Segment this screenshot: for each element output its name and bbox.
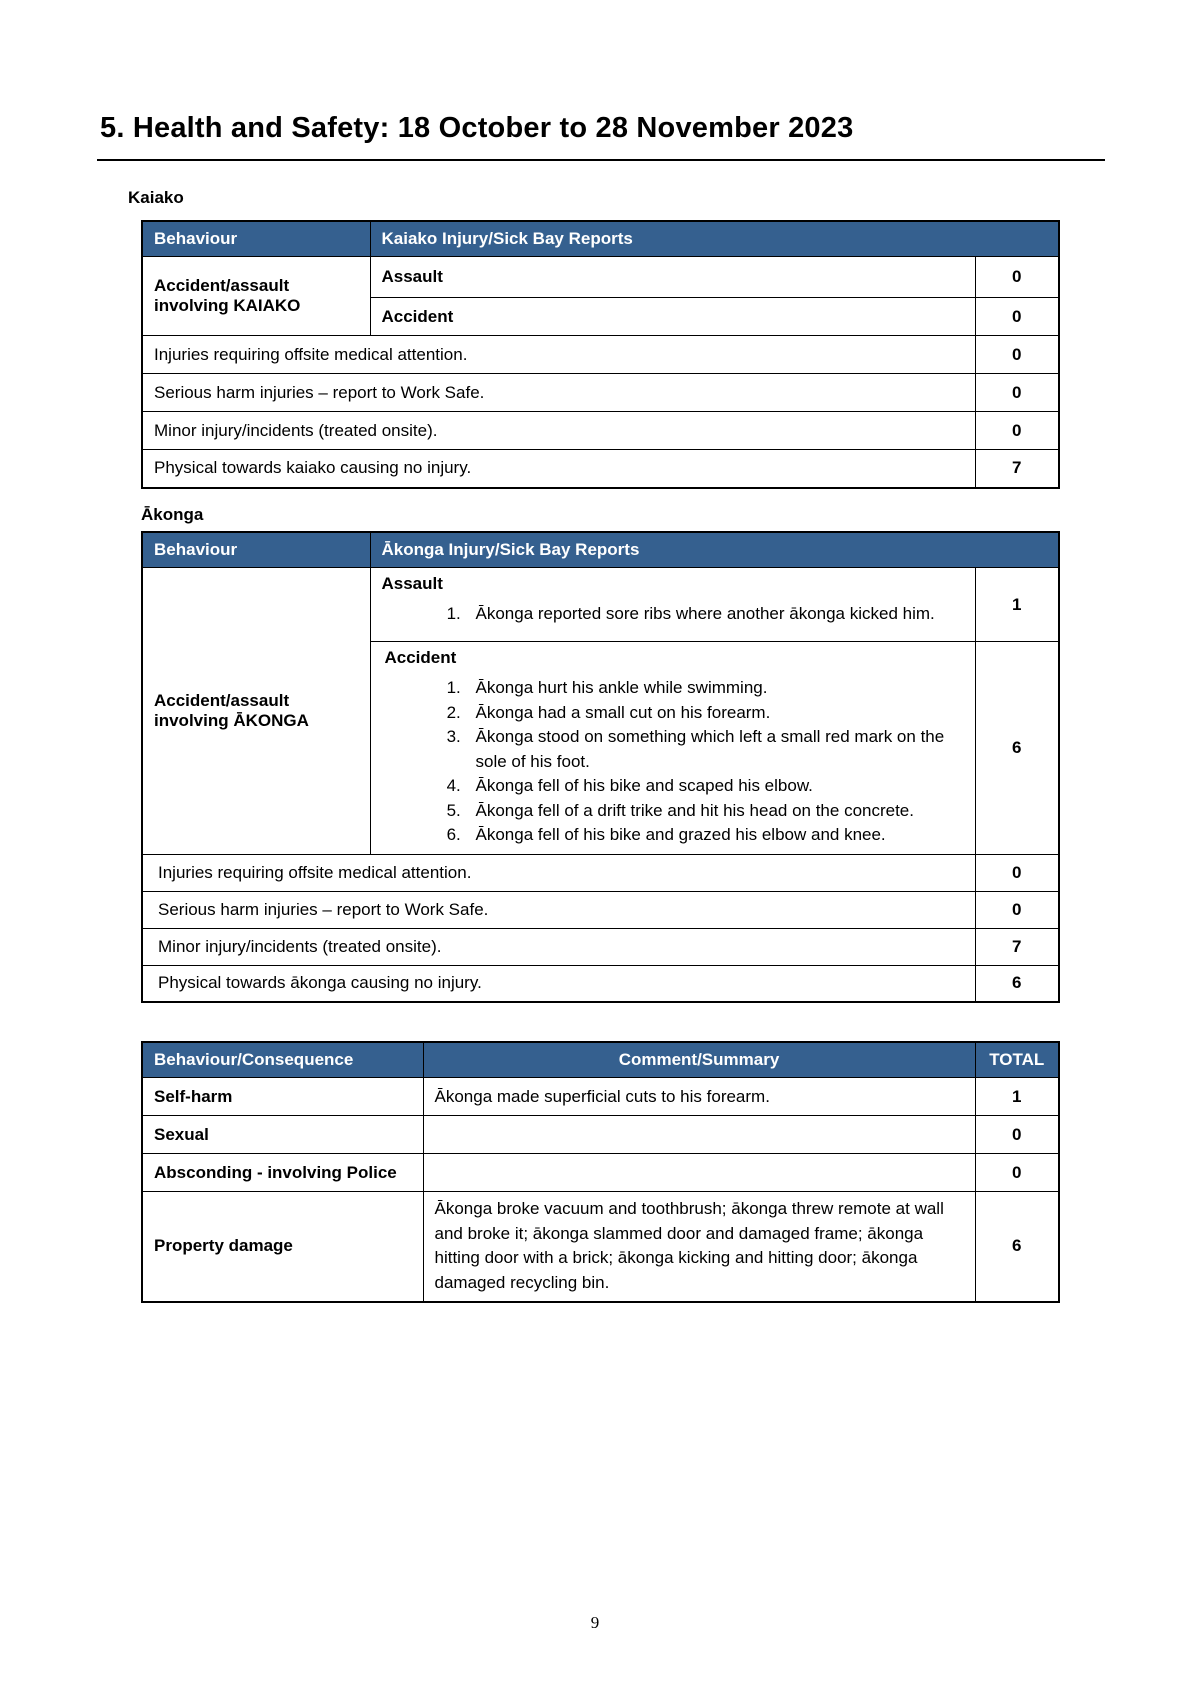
kaiako-row-label: Injuries requiring offsite medical attention. xyxy=(142,336,975,374)
table-row xyxy=(142,965,1059,1002)
akonga-section-label: Ākonga xyxy=(141,505,204,524)
consequence-header-behaviour: Behaviour/Consequence xyxy=(142,1042,423,1078)
kaiako-row-label: Serious harm injuries – report to Work Safe. xyxy=(142,374,975,412)
akonga-row-value: 7 xyxy=(975,928,1059,965)
list-item: 6. Ākonga fell of his bike and grazed his elbow and knee. xyxy=(466,823,964,848)
consequence-comment: Ākonga made superficial cuts to his forearm. xyxy=(423,1078,975,1116)
table-row xyxy=(142,336,1059,374)
consequence-total: 1 xyxy=(975,1078,1059,1116)
akonga-assault-label: Assault xyxy=(381,574,443,593)
title-divider xyxy=(97,159,1105,161)
akonga-row-label: Minor injury/incidents (treated onsite). xyxy=(142,928,975,965)
consequence-total: 0 xyxy=(975,1116,1059,1154)
akonga-row-value: 0 xyxy=(975,891,1059,928)
akonga-accident-sub-label: Accident xyxy=(384,648,457,667)
list-item: 1. Ākonga reported sore ribs where another ākonga kicked him. xyxy=(466,602,964,627)
akonga-row-label: Serious harm injuries – report to Work Safe. xyxy=(142,891,975,928)
akonga-row-label: Injuries requiring offsite medical attention. xyxy=(142,854,975,891)
consequence-label: Absconding - involving Police xyxy=(142,1154,423,1192)
consequence-header-comment: Comment/Summary xyxy=(423,1042,975,1078)
consequence-header-total: TOTAL xyxy=(975,1042,1059,1078)
list-item: 4. Ākonga fell of his bike and scaped his elbow. xyxy=(466,774,964,799)
page-title: 5. Health and Safety: 18 October to 28 November 2023 xyxy=(100,112,854,144)
table-row xyxy=(142,1078,1059,1116)
kaiako-table xyxy=(141,220,1060,489)
kaiako-accident-value: 0 xyxy=(975,298,1059,336)
consequence-comment xyxy=(423,1116,975,1154)
akonga-assault-value: 1 xyxy=(975,568,1059,642)
akonga-header-reports: Ākonga Injury/Sick Bay Reports xyxy=(370,532,1059,568)
akonga-row-value: 6 xyxy=(975,965,1059,1002)
akonga-header-behaviour: Behaviour xyxy=(142,532,370,568)
table-row xyxy=(142,1192,1059,1302)
kaiako-assault-label: Assault xyxy=(370,257,975,298)
list-item: 1. Ākonga hurt his ankle while swimming. xyxy=(466,676,964,701)
consequence-table xyxy=(141,1041,1060,1303)
kaiako-assault-value: 0 xyxy=(975,257,1059,298)
kaiako-section-label: Kaiako xyxy=(128,188,184,207)
list-item: 5. Ākonga fell of a drift trike and hit his head on the concrete. xyxy=(466,799,964,824)
akonga-assault-cell xyxy=(370,568,975,642)
akonga-accident-label: Accident/assault involving ĀKONGA xyxy=(142,568,370,855)
akonga-row-value: 0 xyxy=(975,854,1059,891)
consequence-comment xyxy=(423,1154,975,1192)
kaiako-row-label: Minor injury/incidents (treated onsite). xyxy=(142,412,975,450)
akonga-accident-cell xyxy=(370,642,975,855)
akonga-assault-list xyxy=(382,602,964,627)
kaiako-row-value: 0 xyxy=(975,336,1059,374)
table-row xyxy=(142,854,1059,891)
list-item: 2. Ākonga had a small cut on his forearm. xyxy=(466,701,964,726)
akonga-table xyxy=(141,531,1060,1003)
kaiako-row-value: 0 xyxy=(975,374,1059,412)
kaiako-row-label: Physical towards kaiako causing no injury. xyxy=(142,450,975,488)
consequence-comment: Ākonga broke vacuum and toothbrush; ākonga threw remote at wall and broke it; ākonga slammed door and damaged frame; ākonga hitting door with a brick; ākonga kicking and hitting door; ākonga damaged recycling bin. xyxy=(423,1192,975,1302)
consequence-total: 0 xyxy=(975,1154,1059,1192)
kaiako-row-value: 7 xyxy=(975,450,1059,488)
consequence-label: Self-harm xyxy=(142,1078,423,1116)
kaiako-accident-sub-label: Accident xyxy=(370,298,975,336)
consequence-label: Sexual xyxy=(142,1116,423,1154)
consequence-total: 6 xyxy=(975,1192,1059,1302)
table-row xyxy=(142,374,1059,412)
table-row xyxy=(142,1116,1059,1154)
akonga-accident-value: 6 xyxy=(975,642,1059,855)
kaiako-row-value: 0 xyxy=(975,412,1059,450)
table-row xyxy=(142,891,1059,928)
akonga-row-label: Physical towards ākonga causing no injury. xyxy=(142,965,975,1002)
akonga-accident-list xyxy=(382,676,964,848)
list-item: 3. Ākonga stood on something which left a small red mark on the sole of his foot. xyxy=(466,725,964,774)
consequence-label: Property damage xyxy=(142,1192,423,1302)
kaiako-header-behaviour: Behaviour xyxy=(142,221,370,257)
table-row xyxy=(142,412,1059,450)
page-number: 9 xyxy=(590,1613,600,1632)
table-row xyxy=(142,450,1059,488)
kaiako-header-reports: Kaiako Injury/Sick Bay Reports xyxy=(370,221,1059,257)
table-row xyxy=(142,1154,1059,1192)
table-row xyxy=(142,928,1059,965)
kaiako-accident-label: Accident/assault involving KAIAKO xyxy=(142,257,370,336)
